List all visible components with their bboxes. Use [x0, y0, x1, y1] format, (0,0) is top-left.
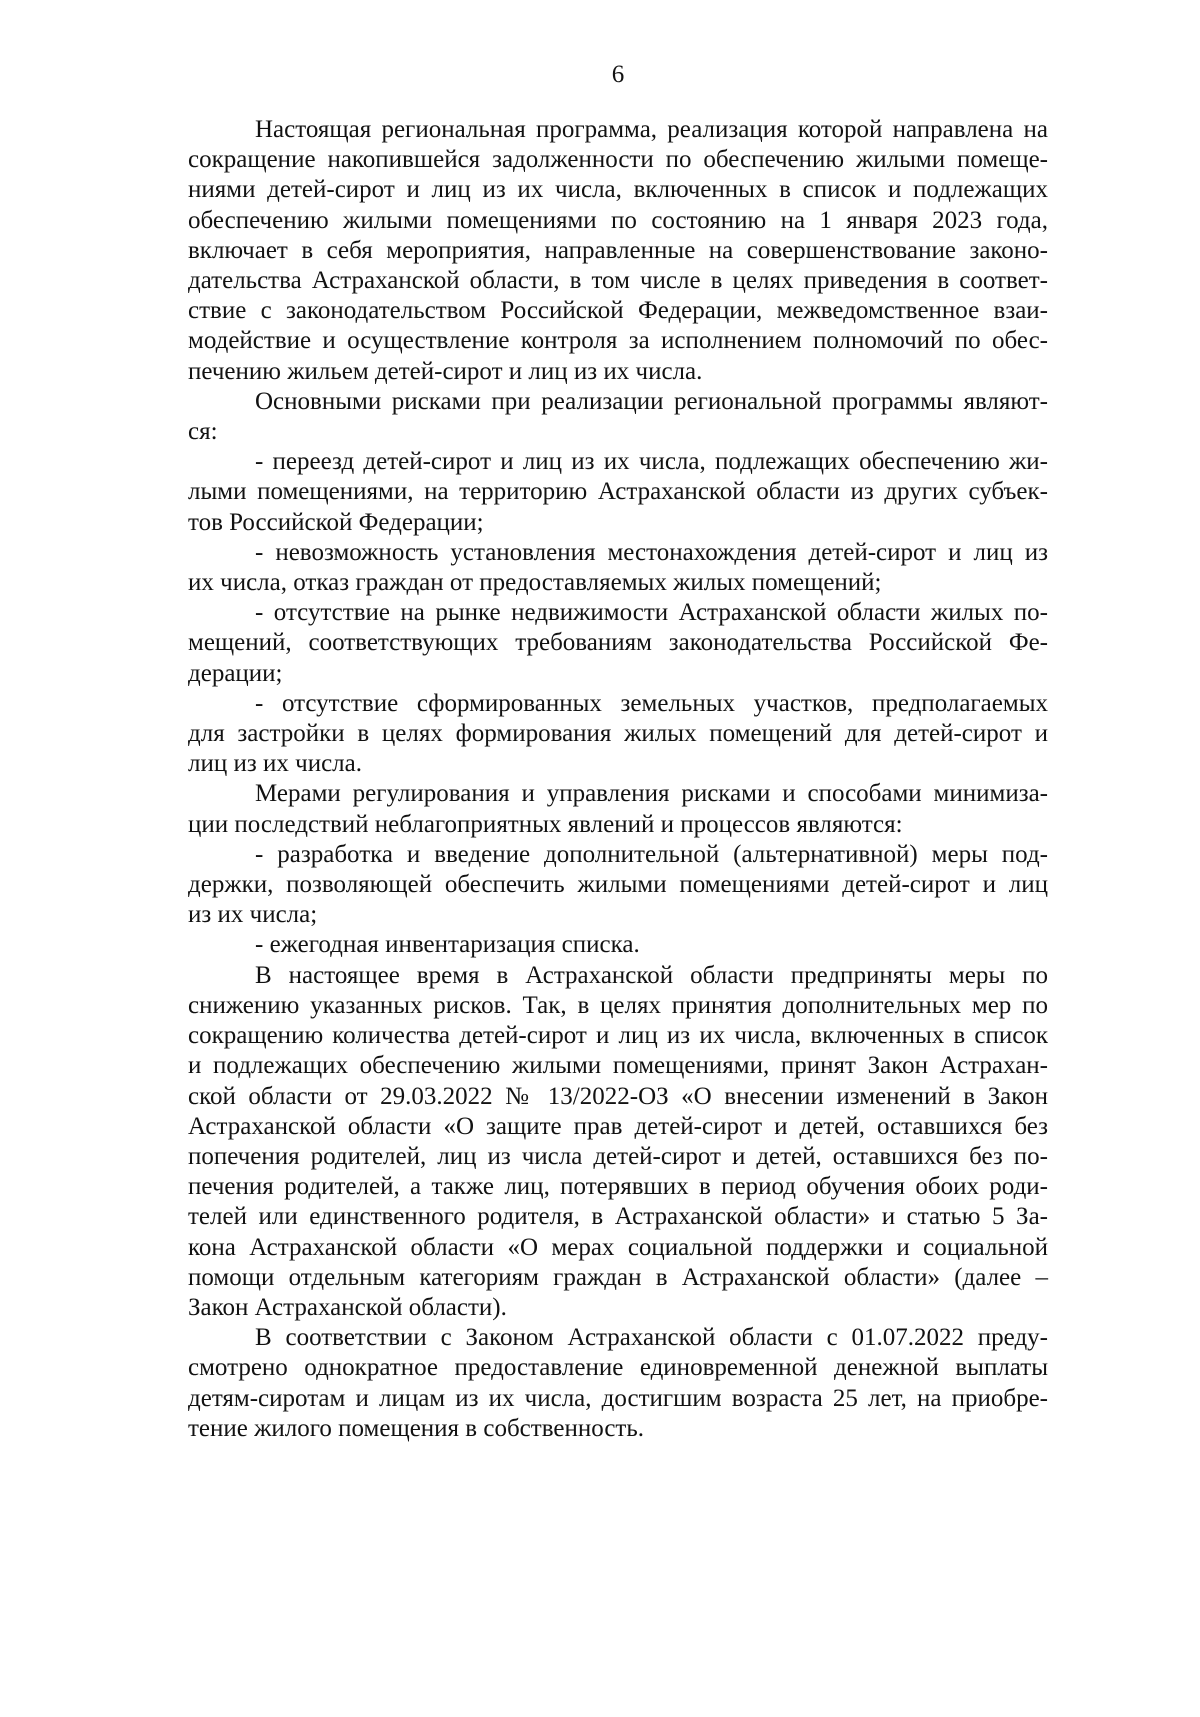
text-line: модействие и осуществление контроля за исполнением полномочий по обес-	[188, 327, 1048, 355]
text-line: обеспечению жилыми помещениями по состоянию на 1 января 2023 года,	[188, 206, 1048, 234]
text-line: кона Астраханской области «О мерах социальной поддержки и социальной	[188, 1233, 1048, 1261]
text-line: попечения родителей, лиц из числа детей-сирот и детей, оставшихся без по-	[188, 1142, 1048, 1170]
text-line: - отсутствие на рынке недвижимости Астраханской области жилых по-	[255, 599, 1048, 627]
text-line: В настоящее время в Астраханской области предприняты меры по	[255, 961, 1048, 989]
text-line: ции последствий неблагоприятных явлений и процессов являются:	[188, 810, 903, 838]
text-line: - отсутствие сформированных земельных участков, предполагаемых	[255, 689, 1048, 717]
text-line: телей или единственного родителя, в Астраханской области» и статью 5 За-	[188, 1203, 1048, 1231]
text-line: - разработка и введение дополнительной (альтернативной) меры под-	[255, 840, 1048, 868]
text-line: мещений, соответствующих требованиям законодательства Российской Фе-	[188, 629, 1048, 657]
text-line: Основными рисками при реализации региональной программы являют-	[255, 387, 1048, 415]
text-line: смотрено однократное предоставление единовременной денежной выплаты	[188, 1354, 1048, 1382]
paragraph	[188, 1323, 1048, 1444]
text-line: для застройки в целях формирования жилых помещений для детей-сирот и	[188, 720, 1048, 748]
text-line: печения родителей, а также лиц, потерявших в период обучения обоих роди-	[188, 1173, 1048, 1201]
text-line: сокращение накопившейся задолженности по обеспечению жилыми помеще-	[188, 146, 1048, 174]
text-line: их числа, отказ граждан от предоставляемых жилых помещений;	[188, 569, 882, 597]
text-line: ниями детей-сирот и лиц из их числа, включенных в список и подлежащих	[188, 176, 1048, 204]
text-line: Закон Астраханской области).	[188, 1293, 507, 1321]
paragraph	[188, 538, 1048, 598]
paragraph	[188, 779, 1048, 839]
text-line: снижению указанных рисков. Так, в целях принятия дополнительных мер по	[188, 991, 1048, 1019]
text-line: - невозможность установления местонахождения детей-сирот и лиц из	[255, 538, 1048, 566]
paragraph	[188, 115, 1048, 387]
paragraph	[188, 689, 1048, 780]
text-line: В соответствии с Законом Астраханской области с 01.07.2022 преду-	[255, 1324, 1048, 1352]
text-line: помощи отдельным категориям граждан в Астраханской области» (далее –	[188, 1263, 1048, 1291]
text-line: тение жилого помещения в собственность.	[188, 1414, 645, 1442]
paragraph	[188, 930, 1048, 960]
text-line: дерации;	[188, 659, 283, 687]
text-line: и подлежащих обеспечению жилыми помещениями, принят Закон Астрахан-	[188, 1052, 1048, 1080]
text-line: дательства Астраханской области, в том числе в целях приведения в соответ-	[188, 267, 1048, 295]
text-line: - переезд детей-сирот и лиц из их числа, подлежащих обеспечению жи-	[255, 448, 1048, 476]
paragraph	[188, 961, 1048, 1323]
text-line: печению жильем детей-сирот и лиц из их числа.	[188, 357, 703, 385]
paragraph	[188, 387, 1048, 447]
text-line: ствие с законодательством Российской Федерации, межведомственное взаи-	[188, 297, 1048, 325]
text-line: - ежегодная инвентаризация списка.	[255, 931, 640, 959]
text-line: Настоящая региональная программа, реализация которой направлена на	[255, 116, 1048, 143]
paragraph	[188, 447, 1048, 538]
text-line: Мерами регулирования и управления рисками и способами минимиза-	[255, 780, 1048, 808]
text-line: ской области от 29.03.2022 № 13/2022-ОЗ «О внесении изменений в Закон	[188, 1082, 1048, 1110]
document-body	[188, 115, 1048, 1444]
text-line: Астраханской области «О защите прав детей-сирот и детей, оставшихся без	[188, 1112, 1048, 1140]
text-line: держки, позволяющей обеспечить жилыми помещениями детей-сирот и лиц	[188, 871, 1048, 899]
paragraph	[188, 840, 1048, 931]
text-line: лыми помещениями, на территорию Астраханской области из других субъек-	[188, 478, 1048, 506]
text-line: детям-сиротам и лицам из их числа, достигшим возраста 25 лет, на приобре-	[188, 1384, 1048, 1412]
text-line: лиц из их числа.	[188, 750, 362, 778]
text-line: ся:	[188, 418, 218, 446]
paragraph	[188, 598, 1048, 689]
text-line: из их числа;	[188, 901, 318, 929]
text-line: включает в себя мероприятия, направленные на совершенствование законо-	[188, 236, 1048, 264]
page-number: 6	[611, 61, 625, 88]
text-line: сокращению количества детей-сирот и лиц из их числа, включенных в список	[188, 1022, 1048, 1050]
text-line: тов Российской Федерации;	[188, 508, 484, 536]
